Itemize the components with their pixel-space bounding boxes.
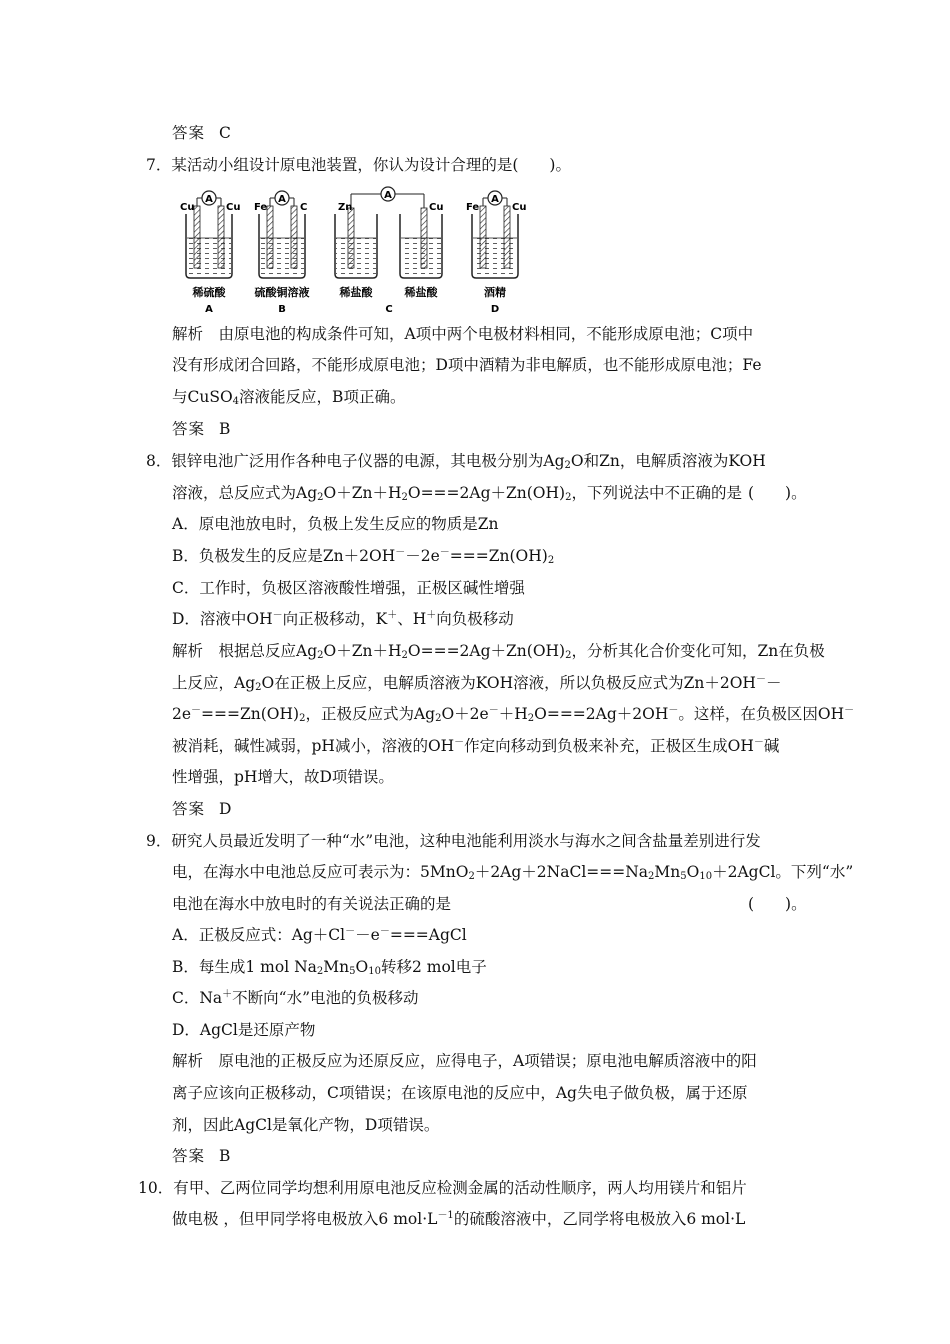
svg-text:稀硫酸: 稀硫酸 — [192, 286, 226, 299]
answer-6: 答案 C — [172, 124, 231, 142]
q9-option-c: C．Na＋不断向“水”电池的负极移动 — [172, 989, 419, 1007]
svg-text:Cu: Cu — [429, 202, 444, 213]
q9-analysis-line-1: 解析 原电池的正极反应为还原反应，应得电子，A项错误；原电池电解质溶液中的阳 — [172, 1052, 757, 1070]
q8-analysis-line-2: 上反应，$Ag_2O$在正极上反应，电解质溶液为KOH溶液，所以负极反应式为Zn＋2OH－－ — [172, 674, 782, 693]
svg-text:Zn: Zn — [338, 202, 353, 213]
question-9-stem-line-2: 电，在海水中电池总反应可表示为：$5MnO_2+2Ag+2NaCl===Na_2Mn_5O_{10}+2AgCl$。下列“水” — [172, 863, 854, 882]
svg-text:B: B — [278, 304, 286, 315]
svg-text:A: A — [491, 194, 499, 205]
svg-text:Fe: Fe — [466, 202, 480, 213]
q8-option-b: B．负极发生的反应是$Zn+2OH^--2e^-===Zn(OH)_2$ — [172, 547, 555, 566]
q8-analysis-line-3: $2e^-===Zn(OH)_2$，正极反应式为$Ag_2O+2e^-+H_2O===2Ag+2OH^-$。这样，在负极区因OH－ — [172, 705, 855, 724]
q8-analysis-line-4: 被消耗，碱性减弱，pH减小，溶液的OH－作定向移动到负极来补充，正极区生成OH－碱 — [172, 737, 780, 755]
q7-answer: 答案 B — [172, 420, 231, 438]
svg-text:Cu: Cu — [180, 202, 195, 213]
question-8-stem-line-1: 8．银锌电池广泛用作各种电子仪器的电源，其电极分别为$Ag_2O$和Zn，电解质溶液为KOH — [146, 452, 766, 471]
q8-answer-blank: ( )。 — [748, 484, 807, 502]
svg-text:稀盐酸: 稀盐酸 — [404, 286, 438, 299]
svg-text:C: C — [300, 202, 308, 213]
q8-option-c: C．工作时，负极区溶液酸性增强，正极区碱性增强 — [172, 579, 525, 597]
svg-text:A: A — [205, 304, 213, 315]
svg-text:A: A — [384, 190, 392, 201]
cell-a — [180, 191, 240, 315]
svg-text:稀盐酸: 稀盐酸 — [339, 286, 373, 299]
svg-text:D: D — [490, 304, 500, 315]
question-8-stem-line-2: 溶液，总反应式为$Ag_2O+Zn+H_2O===2Ag+Zn(OH)_2$，下列说法中不正确的是 — [172, 484, 742, 503]
q9-option-a: A．正极反应式：Ag＋Cl－－e－===AgCl — [172, 926, 467, 944]
q9-option-d: D．AgCl是还原产物 — [172, 1021, 316, 1039]
cell-d — [466, 191, 526, 315]
svg-text:Fe: Fe — [254, 202, 268, 213]
svg-text:A: A — [205, 194, 213, 205]
question-10-stem-line-2: 做电极 ，但甲同学将电极放入6 $mol\cdot L^{-1}$的硫酸溶液中，乙同学将电极放入6 mol·L — [172, 1210, 746, 1228]
cell-c — [335, 187, 443, 315]
cell-b — [254, 191, 310, 315]
question-9-stem-line-3: 电池在海水中放电时的有关说法正确的是 — [172, 895, 452, 913]
question-9-stem-line-1: 9．研究人员最近发明了一种“水”电池，这种电池能利用淡水与海水之间含盐量差别进行发 — [146, 832, 761, 850]
q8-option-a: A．原电池放电时，负极上发生反应的物质是Zn — [172, 515, 499, 533]
q7-analysis-line-2: 没有形成闭合回路，不能形成原电池；D项中酒精为非电解质，也不能形成原电池；Fe — [172, 356, 762, 374]
svg-text:C: C — [385, 304, 393, 315]
galvanic-cell-figure — [172, 186, 542, 318]
q9-analysis-line-3: 剂，因此AgCl是氧化产物，D项错误。 — [172, 1116, 440, 1134]
q9-option-b: B．每生成1 mol $Na_2Mn_5O_{10}$转移2 mol电子 — [172, 958, 487, 977]
q8-option-d: D．溶液中OH－向正极移动，K＋、H＋向负极移动 — [172, 610, 514, 628]
q9-analysis-line-2: 离子应该向正极移动，C项错误；在该原电池的反应中，Ag失电子做负极，属于还原 — [172, 1084, 748, 1102]
q7-analysis-line-3: 与CuSO$_4$溶液能反应，B项正确。 — [172, 388, 406, 407]
question-7-stem: 7．某活动小组设计原电池装置，你认为设计合理的是( )。 — [146, 156, 571, 174]
q9-answer: 答案 B — [172, 1147, 231, 1165]
question-10-stem-line-1: 10．有甲、乙两位同学均想利用原电池反应检测金属的活动性顺序，两人均用镁片和铝片 — [138, 1179, 747, 1197]
svg-text:Cu: Cu — [226, 202, 241, 213]
q9-answer-blank: ( )。 — [748, 895, 807, 913]
q7-analysis-line-1: 解析 由原电池的构成条件可知，A项中两个电极材料相同，不能形成原电池；C项中 — [172, 325, 754, 343]
svg-text:Cu: Cu — [512, 202, 527, 213]
q8-analysis-line-1: 解析 根据总反应$Ag_2O+Zn+H_2O===2Ag+Zn(OH)_2$，分析其化合价变化可知，Zn在负极 — [172, 642, 825, 661]
svg-text:酒精: 酒精 — [484, 286, 506, 299]
q8-answer: 答案 D — [172, 800, 232, 818]
svg-text:硫酸铜溶液: 硫酸铜溶液 — [254, 286, 310, 299]
q8-analysis-line-5: 性增强，pH增大，故D项错误。 — [172, 768, 394, 786]
svg-text:A: A — [278, 194, 286, 205]
